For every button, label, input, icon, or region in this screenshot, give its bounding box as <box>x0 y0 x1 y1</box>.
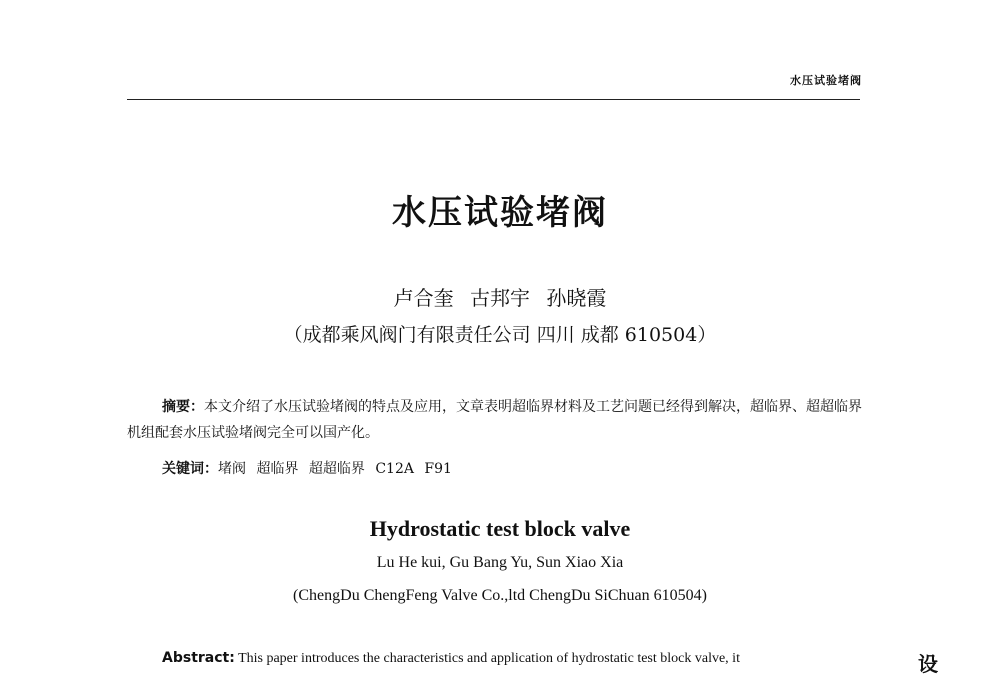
keywords-cn <box>162 458 452 478</box>
affiliation-en: (ChengDu ChengFeng Valve Co.,ltd ChengDu SiChuan 610504) <box>293 587 707 604</box>
abstract-en-text: This paper introduces the characteristics and application of hydrostatic test block valve, it <box>238 651 740 666</box>
header-rule <box>127 99 860 100</box>
abstract-cn-label: 摘要： <box>162 399 204 415</box>
keywords-cn-text: 堵阀 超临界 超超临界 C12A F91 <box>218 461 452 477</box>
abstract-cn-text: 本文介绍了水压试验堵阀的特点及应用，文章表明超临界材料及工艺问题已经得到解决，超临界、超超临界机组配套水压试验堵阀完全可以国产化。 <box>127 399 862 441</box>
side-column-char: 设 <box>918 652 938 676</box>
paper-title-en: Hydrostatic test block valve <box>369 516 631 541</box>
keywords-cn-label: 关键词： <box>162 461 218 477</box>
affiliation-cn: （成都乘风阀门有限责任公司 四川 成都 610504） <box>283 324 717 346</box>
running-head: 水压试验堵阀 <box>790 74 862 87</box>
paper-title-cn: 水压试验堵阀 <box>392 193 608 233</box>
abstract-en-label: Abstract: <box>162 650 235 666</box>
authors-en: Lu He kui, Gu Bang Yu, Sun Xiao Xia <box>376 554 624 571</box>
authors-cn: 卢合奎 古邦宇 孙晓霞 <box>393 286 607 310</box>
abstract-en <box>162 650 740 667</box>
abstract-cn <box>127 394 867 446</box>
